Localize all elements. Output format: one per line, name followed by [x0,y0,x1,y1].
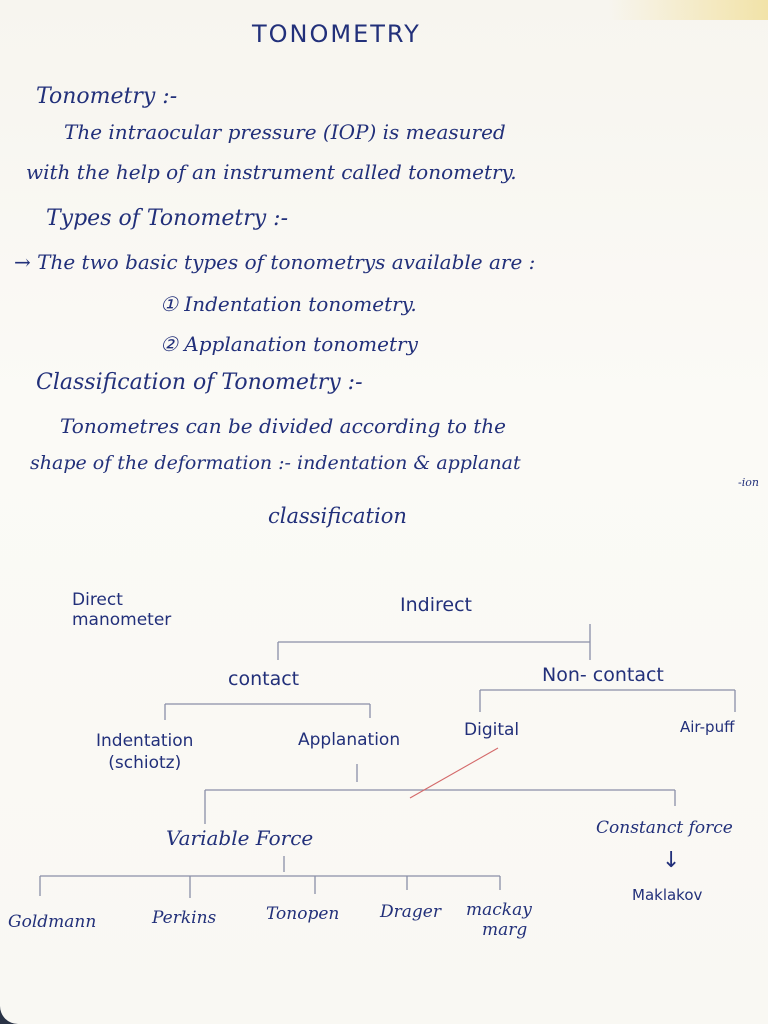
classification-line-1: Tonometres can be divided according to the [60,414,507,438]
classification-line-2-suffix: -ion [738,476,759,489]
type-item-number: ① [160,292,178,316]
types-intro: → The two basic types of tonometrys available are : [14,250,536,274]
node-applanation: Applanation [298,730,401,750]
node-indirect: Indirect [400,594,472,616]
node-constant-force: Constanct force [596,818,733,838]
node-direct-line-2: manometer [72,610,172,630]
node-tonopen: Tonopen [266,904,340,924]
section-heading-tonometry: Tonometry :- [36,84,178,109]
classification-line-2: shape of the deformation :- indentation & applanat [30,452,521,474]
node-drager: Drager [380,902,441,922]
node-direct-line-1: Direct [72,590,123,610]
node-contact: contact [228,668,300,690]
node-variable-force: Variable Force [166,826,314,850]
arrow-down-icon: ↓ [662,848,681,873]
node-indentation-line-1: Indentation [96,731,194,751]
node-maklakov: Maklakov [632,886,703,904]
node-marg: marg [482,920,528,940]
type-item-label: Indentation tonometry. [184,292,417,316]
node-goldmann: Goldmann [8,912,97,932]
type-item-number: ② [160,332,178,356]
node-indentation [96,730,193,774]
node-mackay-marg [466,900,532,940]
node-direct-manometer [72,590,171,630]
section-heading-types: Types of Tonometry :- [46,206,288,231]
node-air-puff: Air-puff [680,718,735,736]
tree-root-classification: classification [268,504,407,528]
node-mackay: mackay [466,900,532,920]
type-item-label: Applanation tonometry [184,332,418,356]
node-digital: Digital [464,720,520,740]
definition-line-1: The intraocular pressure (IOP) is measured [64,120,506,144]
node-indentation-line-2: (schiotz) [108,753,182,773]
page-title: TONOMETRY [252,20,421,48]
node-perkins: Perkins [152,908,217,928]
node-non-contact: Non- contact [542,664,664,686]
section-heading-classification: Classification of Tonometry :- [36,370,363,395]
definition-line-2: with the help of an instrument called tonometry. [26,160,517,184]
